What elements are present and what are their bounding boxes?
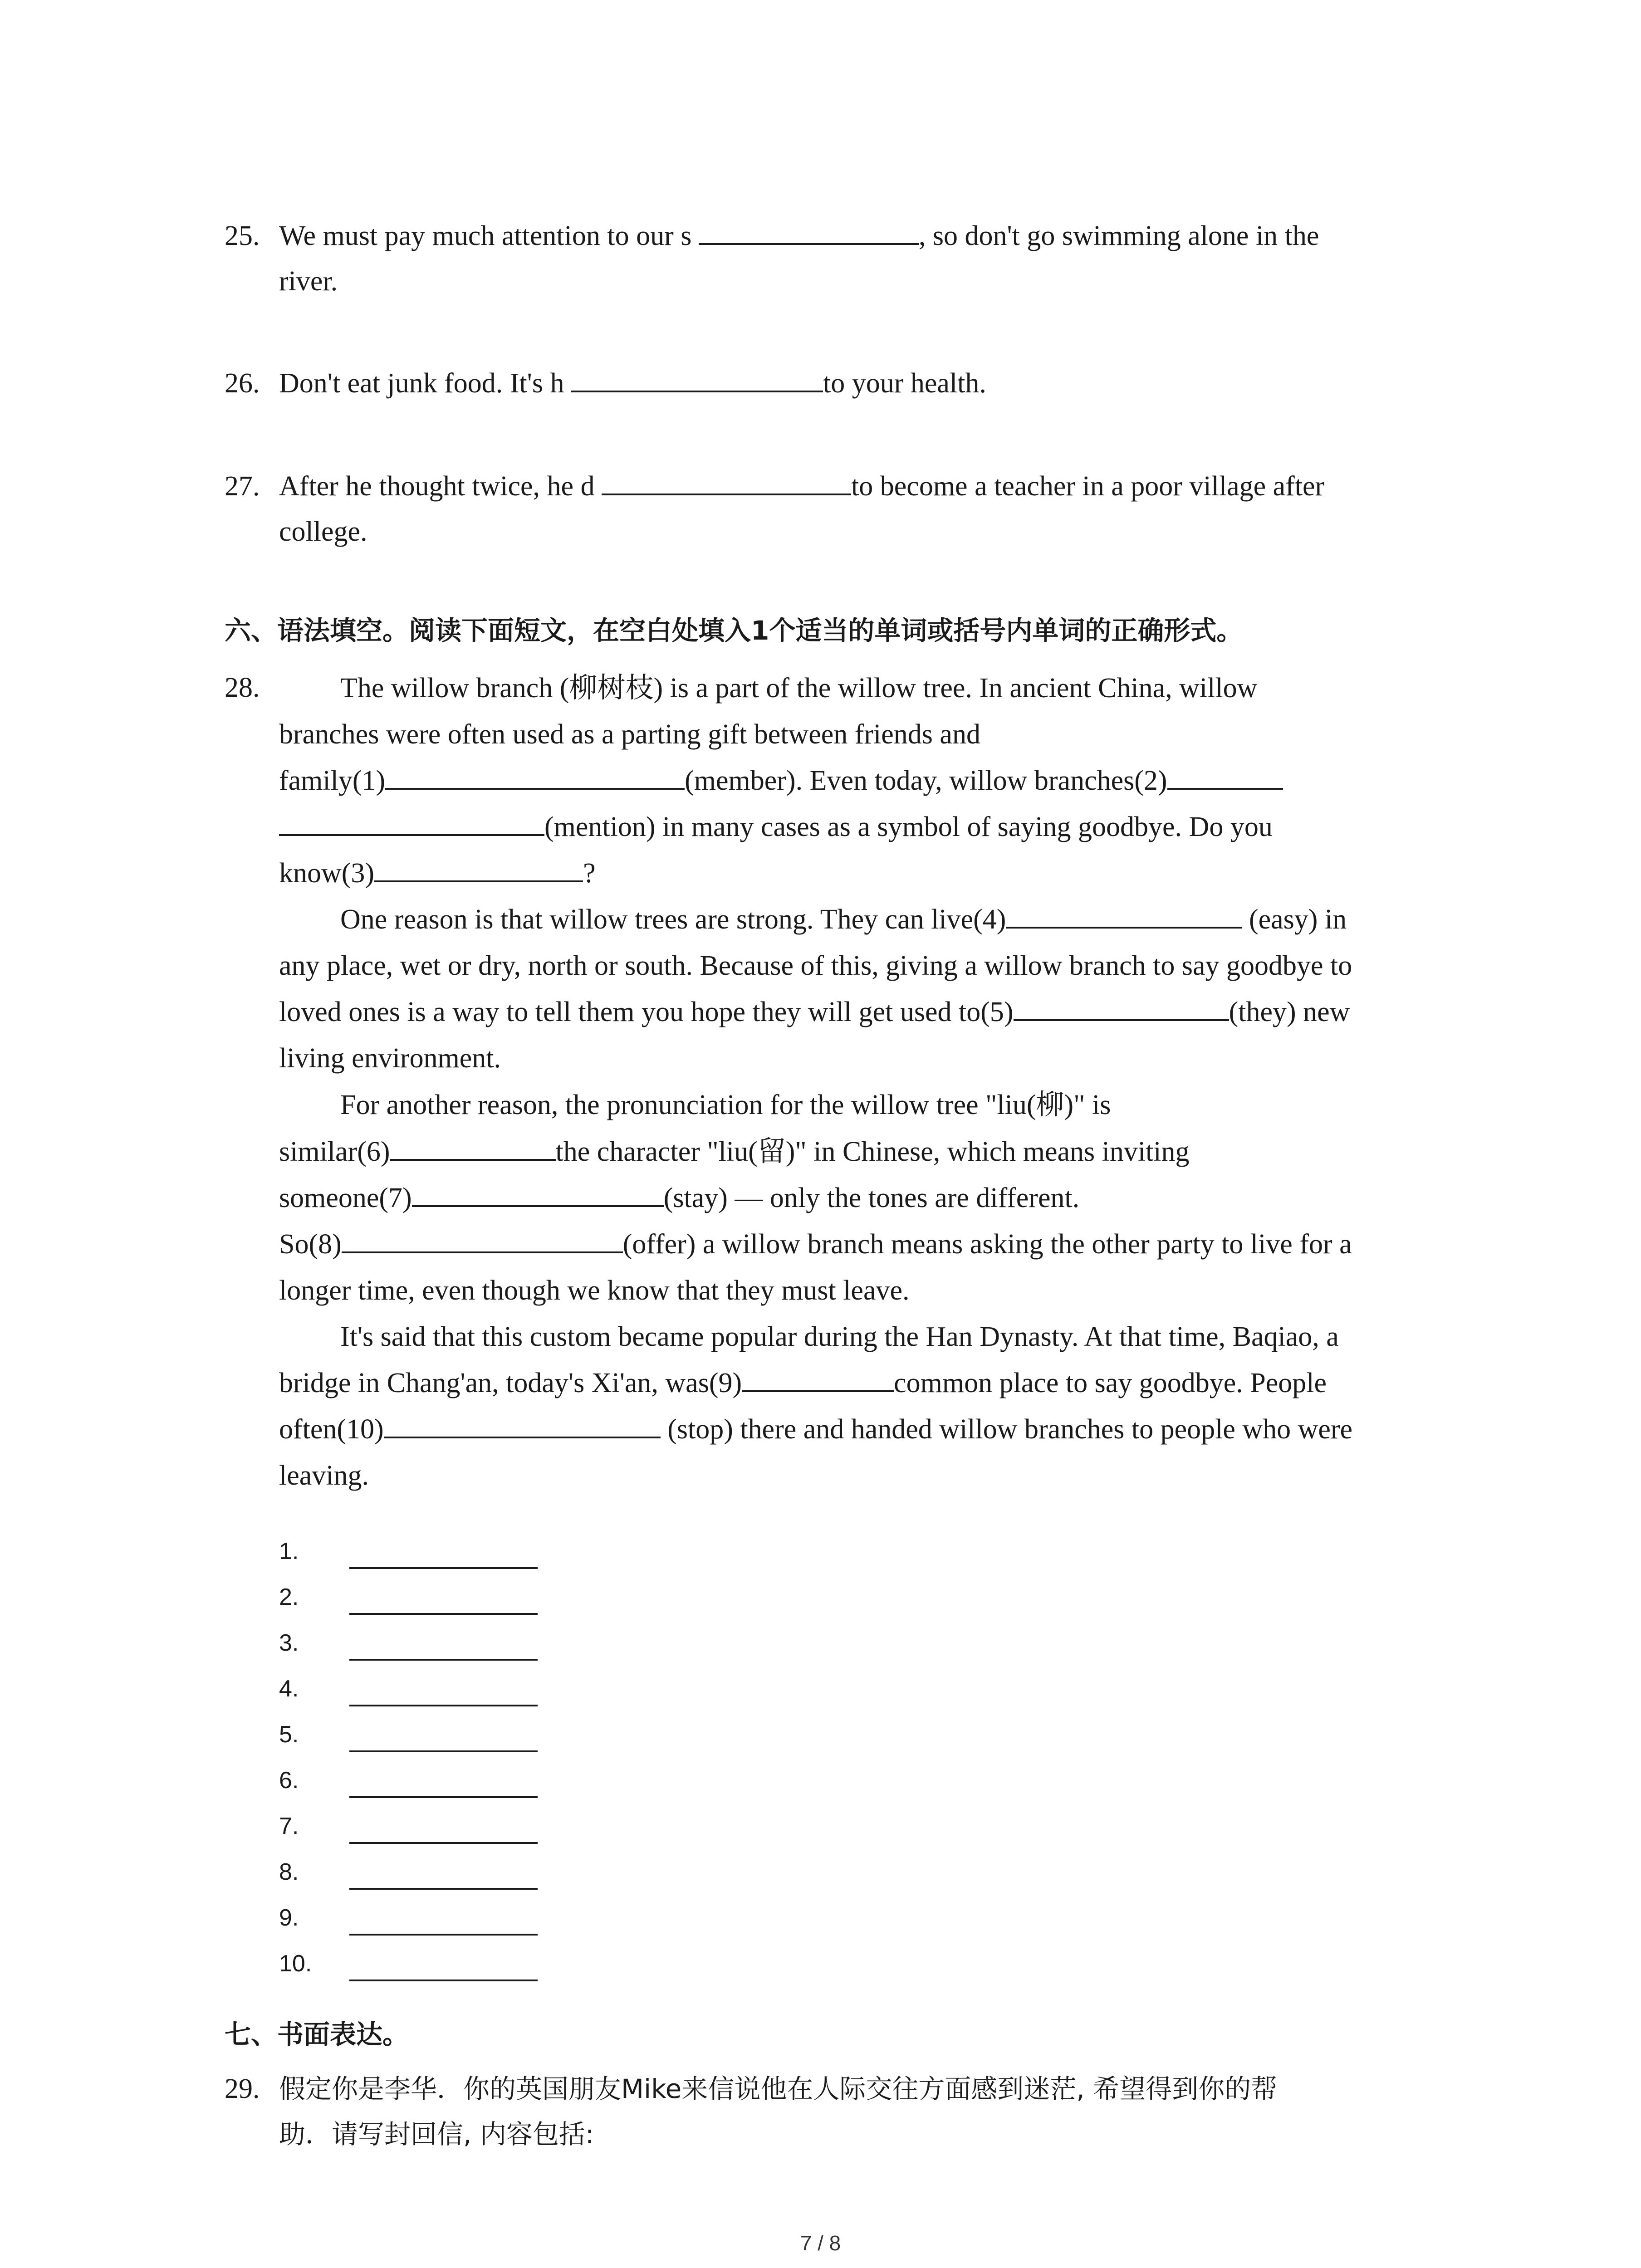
passage-text: (they) new	[1229, 997, 1350, 1027]
question-text: 假定你是李华．你的英国朋友Mike来信说他在人际交往方面感到迷茫, 希望得到你的帮	[279, 2073, 1278, 2104]
answer-blank[interactable]	[571, 367, 823, 392]
passage-text: (mention) in many cases as a symbol of saying goodbye. Do you	[544, 811, 1273, 842]
passage-text: )" is	[1064, 1090, 1111, 1120]
answer-line[interactable]	[349, 1705, 538, 1706]
blank-3[interactable]	[374, 857, 583, 882]
answer-number: 10.	[279, 1950, 312, 1977]
answer-blank[interactable]	[699, 220, 919, 245]
passage-text: know(3)	[279, 858, 375, 889]
passage-text: One reason is that willow trees are strong. They can live(4)	[340, 904, 1006, 935]
answer-number: 6.	[279, 1767, 299, 1794]
question-28	[225, 665, 1459, 1499]
question-number: 25.	[225, 220, 260, 251]
passage-text: often(10)	[279, 1414, 384, 1445]
question-text: We must pay much attention to our s	[279, 220, 699, 251]
answer-number: 2.	[279, 1584, 299, 1610]
section-heading: 七、书面表达。	[225, 2019, 409, 2050]
blank-7[interactable]	[412, 1182, 664, 1207]
blank-6[interactable]	[390, 1135, 556, 1161]
passage-text: (offer) a willow branch means asking the other party to live for a	[622, 1229, 1352, 1260]
answer-line[interactable]	[349, 1796, 538, 1798]
passage-text: ) is a part of the willow tree. In ancient China, willow	[653, 673, 1258, 704]
answer-line[interactable]	[349, 1842, 538, 1844]
passage-text: loved ones is a way to tell them you hope they will get used to(5)	[279, 997, 1014, 1027]
blank-5[interactable]	[1014, 996, 1229, 1021]
question-text: Don't eat junk food. It's h	[279, 368, 571, 399]
answer-number: 3.	[279, 1630, 299, 1656]
answer-blank[interactable]	[602, 470, 851, 495]
passage-text: So(8)	[279, 1229, 342, 1260]
answer-number: 4.	[279, 1676, 299, 1702]
passage-text: It's said that this custom became popular during the Han Dynasty. At that time, Baqiao, a	[340, 1321, 1339, 1352]
page-number: 7 / 8	[800, 2231, 841, 2255]
passage-text: (easy) in	[1242, 904, 1347, 935]
question-text: to your health.	[823, 368, 986, 399]
blank-4[interactable]	[1006, 903, 1242, 929]
passage-text: )" in Chinese, which means inviting	[785, 1136, 1190, 1167]
blank-9[interactable]	[742, 1367, 894, 1392]
passage-text: 柳	[1036, 1088, 1064, 1121]
blank-1[interactable]	[385, 764, 685, 790]
answer-line[interactable]	[349, 1659, 538, 1661]
passage-text: bridge in Chang'an, today's Xi'an, was(9)	[279, 1368, 742, 1398]
answer-line[interactable]	[349, 1750, 538, 1752]
passage-text: 柳树枝	[569, 671, 654, 704]
passage-text: similar(6)	[279, 1136, 390, 1167]
question-number: 28.	[225, 672, 260, 703]
blank-2[interactable]	[1167, 764, 1283, 790]
answer-line[interactable]	[349, 1613, 538, 1615]
passage-text: (member). Even today, willow branches(2)	[685, 765, 1167, 796]
question-text: After he thought twice, he d	[279, 471, 602, 502]
question-text: river.	[279, 266, 338, 297]
question-26	[225, 361, 1459, 406]
passage-text: (stop) there and handed willow branches to people who were	[660, 1414, 1353, 1445]
answer-number: 1.	[279, 1538, 299, 1564]
passage-text: common place to say goodbye. People	[894, 1368, 1327, 1398]
answer-number: 5.	[279, 1721, 299, 1748]
question-number: 26.	[225, 368, 260, 399]
blank-8[interactable]	[342, 1228, 623, 1253]
question-text: , so don't go swimming alone in the	[918, 220, 1319, 251]
passage-text: the character "liu(	[555, 1136, 758, 1167]
question-25	[225, 213, 1459, 304]
answer-number: 7.	[279, 1813, 299, 1839]
question-text: 助．请写封回信, 内容包括:	[279, 2119, 594, 2150]
answer-line[interactable]	[349, 1934, 538, 1936]
passage-text: longer time, even though we know that they must leave.	[279, 1275, 910, 1306]
passage-text: leaving.	[279, 1460, 369, 1491]
passage-text: branches were often used as a parting gift between friends and	[279, 719, 980, 750]
blank-2-continued[interactable]	[279, 811, 544, 836]
question-text: to become a teacher in a poor village after	[851, 471, 1325, 502]
passage-text: For another reason, the pronunciation for the willow tree "liu(	[340, 1090, 1036, 1120]
answer-number: 9.	[279, 1905, 299, 1931]
question-29	[225, 2066, 1459, 2157]
passage-text: (stay) — only the tones are different.	[663, 1183, 1080, 1213]
answer-line[interactable]	[349, 1567, 538, 1569]
passage-text: 留	[757, 1134, 786, 1168]
section-heading: 六、语法填空。阅读下面短文，在空白处填入1个适当的单词或括号内单词的正确形式。	[225, 615, 1243, 646]
answer-number: 8.	[279, 1859, 299, 1885]
question-27	[225, 464, 1459, 554]
passage-text: ?	[583, 858, 596, 889]
question-text: college.	[279, 516, 367, 547]
passage-text: family(1)	[279, 765, 386, 796]
passage-text: someone(7)	[279, 1183, 412, 1213]
passage-text: living environment.	[279, 1043, 501, 1074]
answer-line[interactable]	[349, 1980, 538, 1981]
answer-line[interactable]	[349, 1888, 538, 1890]
question-number: 27.	[225, 471, 260, 502]
question-number: 29.	[225, 2073, 260, 2104]
blank-10[interactable]	[384, 1413, 661, 1438]
passage-text: any place, wet or dry, north or south. Because of this, giving a willow branch to say goodbye to	[279, 950, 1352, 981]
passage-text: The willow branch (	[340, 673, 569, 704]
